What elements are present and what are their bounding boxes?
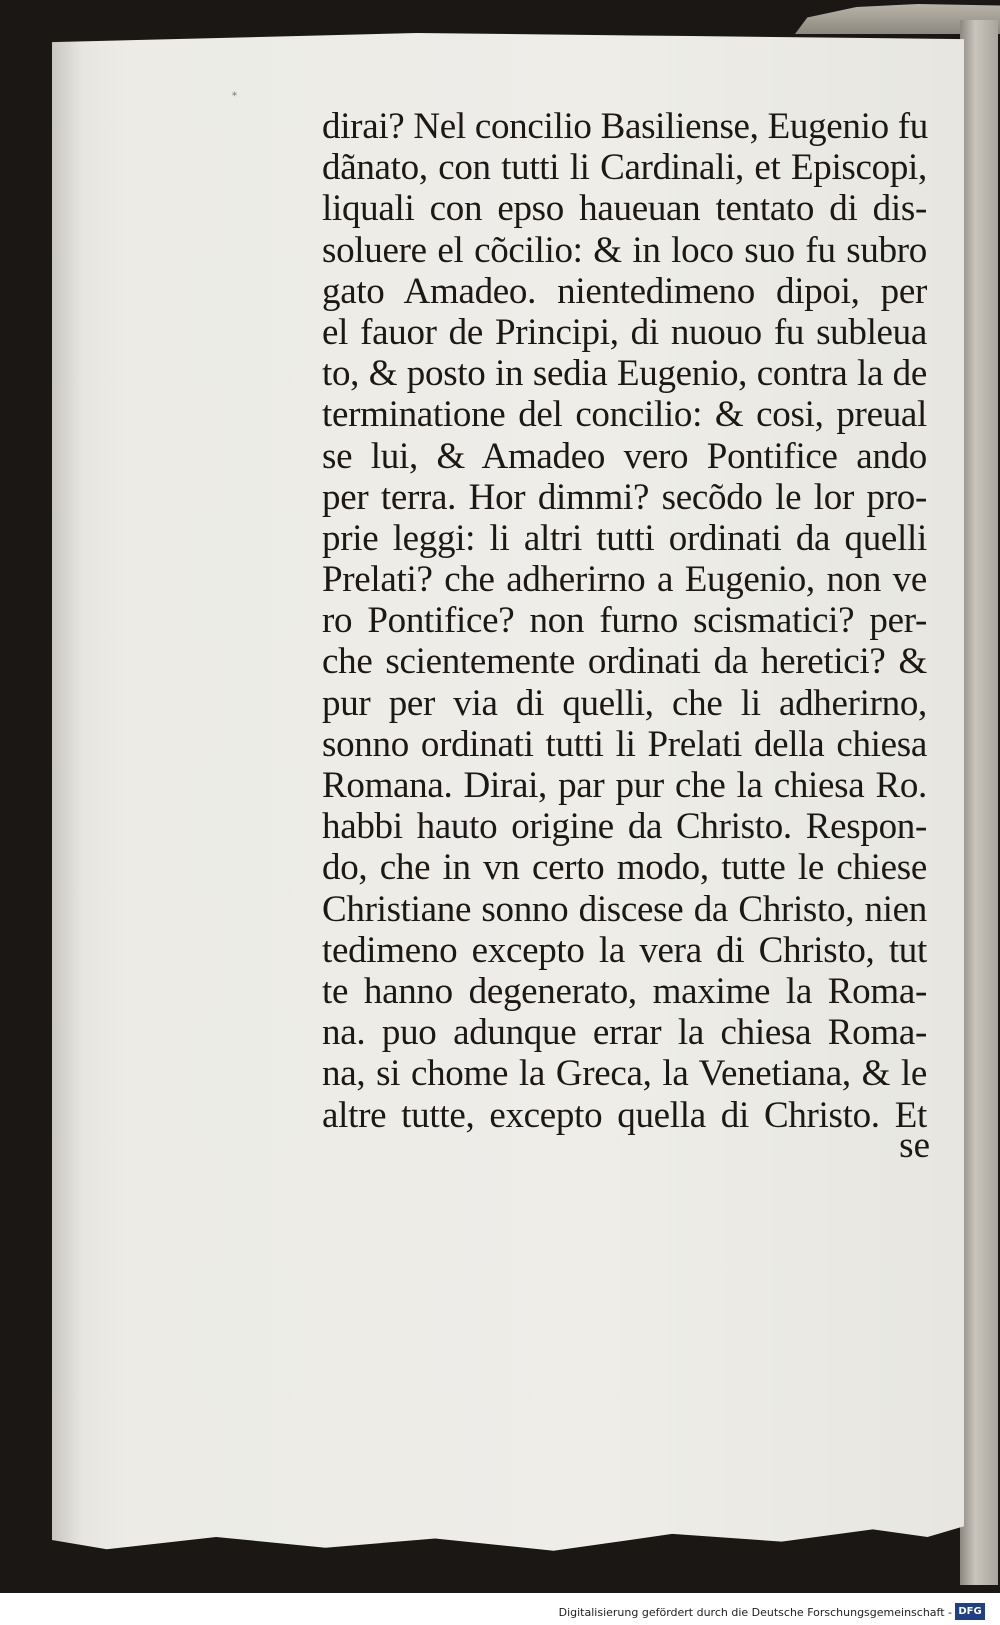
text-line: se lui, & Amadeo vero Pontifice ando	[322, 435, 927, 477]
funding-credit: Digitalisierung gefördert durch die Deutsche Forschungsgemeinschaft -	[558, 1606, 952, 1619]
text-line: Romana. Dirai, par pur che la chiesa Ro.	[322, 765, 927, 806]
catchword: se	[899, 1125, 930, 1166]
page-smudge-mark: *	[232, 91, 237, 102]
text-line: terminatione del concilio: & cosi, preual	[322, 394, 927, 436]
text-line: liquali con epso haueuan tentato di dis-	[322, 188, 927, 230]
text-line: che scientemente ordinati da heretici? &	[322, 641, 927, 683]
text-line: sonno ordinati tutti li Prelati della chiesa	[322, 723, 927, 765]
text-line: per terra. Hor dimmi? secõdo le lor pro-	[322, 476, 927, 518]
text-line: altre tutte, excepto quella di Christo. Et	[322, 1094, 927, 1136]
text-line: dãnato, con tutti li Cardinali, et Episcopi,	[322, 147, 927, 189]
text-line: prie leggi: li altri tutti ordinati da quelli	[322, 517, 927, 559]
text-line: do, che in vn certo modo, tutte le chiese	[322, 847, 927, 889]
text-line: pur per via di quelli, che li adherirno,	[322, 682, 927, 724]
text-line: dirai? Nel concilio Basiliense, Eugenio fu	[322, 106, 928, 147]
text-line: te hanno degenerato, maxime la Roma-	[322, 970, 927, 1012]
text-line: tedimeno excepto la vera di Christo, tut	[322, 929, 927, 971]
text-line: ro Pontifice? non furno scismatici? per-	[322, 600, 927, 642]
text-line: habbi hauto origine da Christo. Respon-	[322, 806, 927, 848]
text-line: soluere el cõcilio: & in loco suo fu subro	[322, 229, 927, 271]
text-line: Prelati? che adherirno a Eugenio, non ve	[322, 559, 927, 601]
page-text-block	[322, 106, 927, 1136]
text-line: gato Amadeo. nientedimeno dipoi, per	[322, 270, 927, 312]
page-stack-edge	[960, 20, 998, 1585]
text-line: to, & posto in sedia Eugenio, contra la de	[322, 353, 927, 395]
text-line: na, si chome la Greca, la Venetiana, & le	[322, 1053, 927, 1095]
dfg-logo: DFG	[955, 1603, 985, 1620]
text-line: el fauor de Principi, di nuouo fu subleua	[322, 311, 927, 353]
text-line: na. puo adunque errar la chiesa Roma-	[322, 1012, 927, 1054]
text-line: Christiane sonno discese da Christo, nien	[322, 888, 927, 930]
